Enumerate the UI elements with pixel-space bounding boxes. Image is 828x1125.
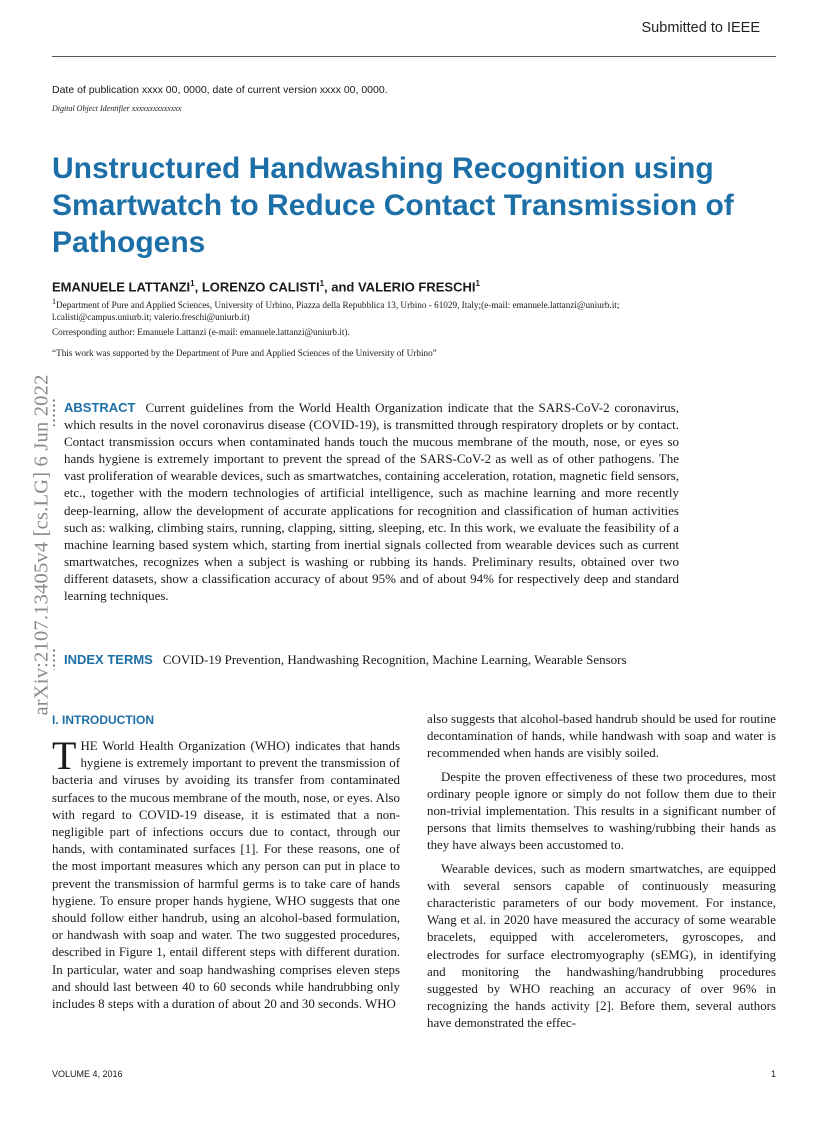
abstract	[64, 399, 679, 604]
index-terms-marker	[52, 648, 56, 670]
paper-title: Unstructured Handwashing Recognition using Smartwatch to Reduce Contact Transmission of Pathogens	[52, 152, 734, 259]
intro-paragraph-4: Wearable devices, such as modern smartwatches, are equipped with several sensors capable of continuously measuring characteristic parameters of our body movement. For instance, Wang et al. in 2020 have measured the accuracy of some wearable bracelets, equipped with accelerometers, gyroscopes, and electrodes for surface electromyography (sEMG), in identifying and monitoring the handwashing/handrubbing procedures suggested by WHO reaching an accuracy of over 96% in recognizing the hands activity [2]. Before them, several authors have demonstrated the effec-	[427, 861, 776, 1031]
author-list	[52, 279, 480, 294]
author-3: , and VALERIO FRESCHI	[324, 279, 476, 295]
intro-paragraph-3: Despite the proven effectiveness of these two procedures, most ordinary people ignore or simply do not follow them due to their non-trivial implementation. This results in a significant number of persons that limits themselves to washing/rubbing their hands as they have always been accustomed to.	[427, 769, 776, 853]
abstract-text: Current guidelines from the World Health Organization indicate that the SARS-CoV-2 coronavirus, which results in the novel coronavirus disease (COVID-19), is transmitted through respiratory droplets or by contact. Contact transmission occurs when contaminated hands touch the mucous membrane of the mouth, nose, or eyes so hands hygiene is extremely important to prevent the spread of the SARS-CoV-2 as well as of other pathogens. The vast proliferation of wearable devices, such as smartwatches, containing acceleration, rotation, magnetic field sensors, etc., together with the modern technologies of artificial intelligence, such as machine learning and more recently deep-learning, allow the development of accurate applications for recognition and classification of human activities such as: walking, climbing stairs, running, clapping, sitting, sleeping, etc. In this work, we evaluate the feasibility of a machine learning based system which, starting from inertial signals collected from wearable devices such as current smartwatches, recognizes when a subject is washing or rubbing its hands. Preliminary results, obtained over two different datasets, show a classification accuracy of about 95% and of about 94% for respectively deep and standard learning techniques.	[64, 400, 679, 604]
index-terms-label: INDEX TERMS	[64, 652, 153, 667]
right-column	[427, 711, 776, 1033]
affiliation-text: Department of Pure and Applied Sciences, University of Urbino, Piazza della Repubblica 13, Urbino - 61029, Italy;(e-mail: emanuele.lattanzi@uniurb.it; l.calisti@campus.uniurb.it; valerio.freschi@uniurb.it)	[52, 300, 620, 323]
header-divider	[52, 56, 776, 57]
section-heading: I. INTRODUCTION	[52, 713, 154, 727]
corresponding-author: Corresponding author: Emanuele Lattanzi (e-mail: emanuele.lattanzi@uniurb.it).	[52, 327, 350, 337]
abstract-label: ABSTRACT	[64, 400, 136, 415]
submission-tag: Submitted to IEEE	[641, 20, 760, 36]
funding-note: “This work was supported by the Department of Pure and Applied Sciences of the University of Urbino”	[52, 348, 437, 358]
abstract-marker	[52, 398, 56, 426]
intro-paragraph-1	[52, 733, 400, 1013]
author-3-affil-mark: 1	[475, 279, 480, 288]
author-1: EMANUELE LATTANZI	[52, 279, 191, 295]
affiliation-mark: 1	[52, 297, 56, 306]
index-terms-text: COVID-19 Prevention, Handwashing Recognition, Machine Learning, Wearable Sensors	[162, 652, 627, 667]
arxiv-stamp: arXiv:2107.13405v4 [cs.LG] 6 Jun 2022	[30, 374, 53, 716]
author-2: , LORENZO CALISTI	[194, 279, 320, 295]
index-terms	[64, 652, 704, 668]
drop-cap: T	[52, 733, 77, 778]
page-number: 1	[770, 1069, 776, 1079]
publication-date: Date of publication xxxx 00, 0000, date of current version xxxx 00, 0000.	[52, 84, 388, 96]
left-column	[52, 733, 400, 1013]
affiliation	[52, 296, 652, 323]
intro-paragraph-1-text: HE World Health Organization (WHO) indicates that hands hygiene is extremely important to prevent the transmission of bacteria and viruses by avoiding its transfer from contaminated surfaces to the mucous membrane of the mouth, nose, or eyes. Also with regard to COVID-19 disease, it is estimated that a non-negligible part of infections occurs due to contact, through our hands, with contaminated surfaces [1]. For these reasons, one of the most important measures which any person can put in place to prevent the transmission of harmful germs is to take care of hands hygiene. To ensure proper hands hygiene, WHO suggests that one should follow either handrub, using an alcohol-based formulation, or handwash with soap and water. The two suggested procedures, described in Figure 1, entail different steps with different duration. In particular, water and soap handwashing comprises eleven steps and should last between 40 to 60 seconds while handrubbing only includes 8 steps with a duration of about 20 and 30 seconds. WHO	[52, 739, 400, 1012]
footer-volume: VOLUME 4, 2016	[52, 1069, 123, 1079]
doi-line: Digital Object Identifier xxxxxxxxxxxxxx	[52, 104, 182, 113]
author-2-affil-mark: 1	[319, 279, 325, 288]
intro-paragraph-2: also suggests that alcohol-based handrub should be used for routine decontamination of hands, while handwash with soap and water is recommended when hands are visibly soiled.	[427, 712, 776, 761]
author-1-affil-mark: 1	[190, 279, 195, 288]
